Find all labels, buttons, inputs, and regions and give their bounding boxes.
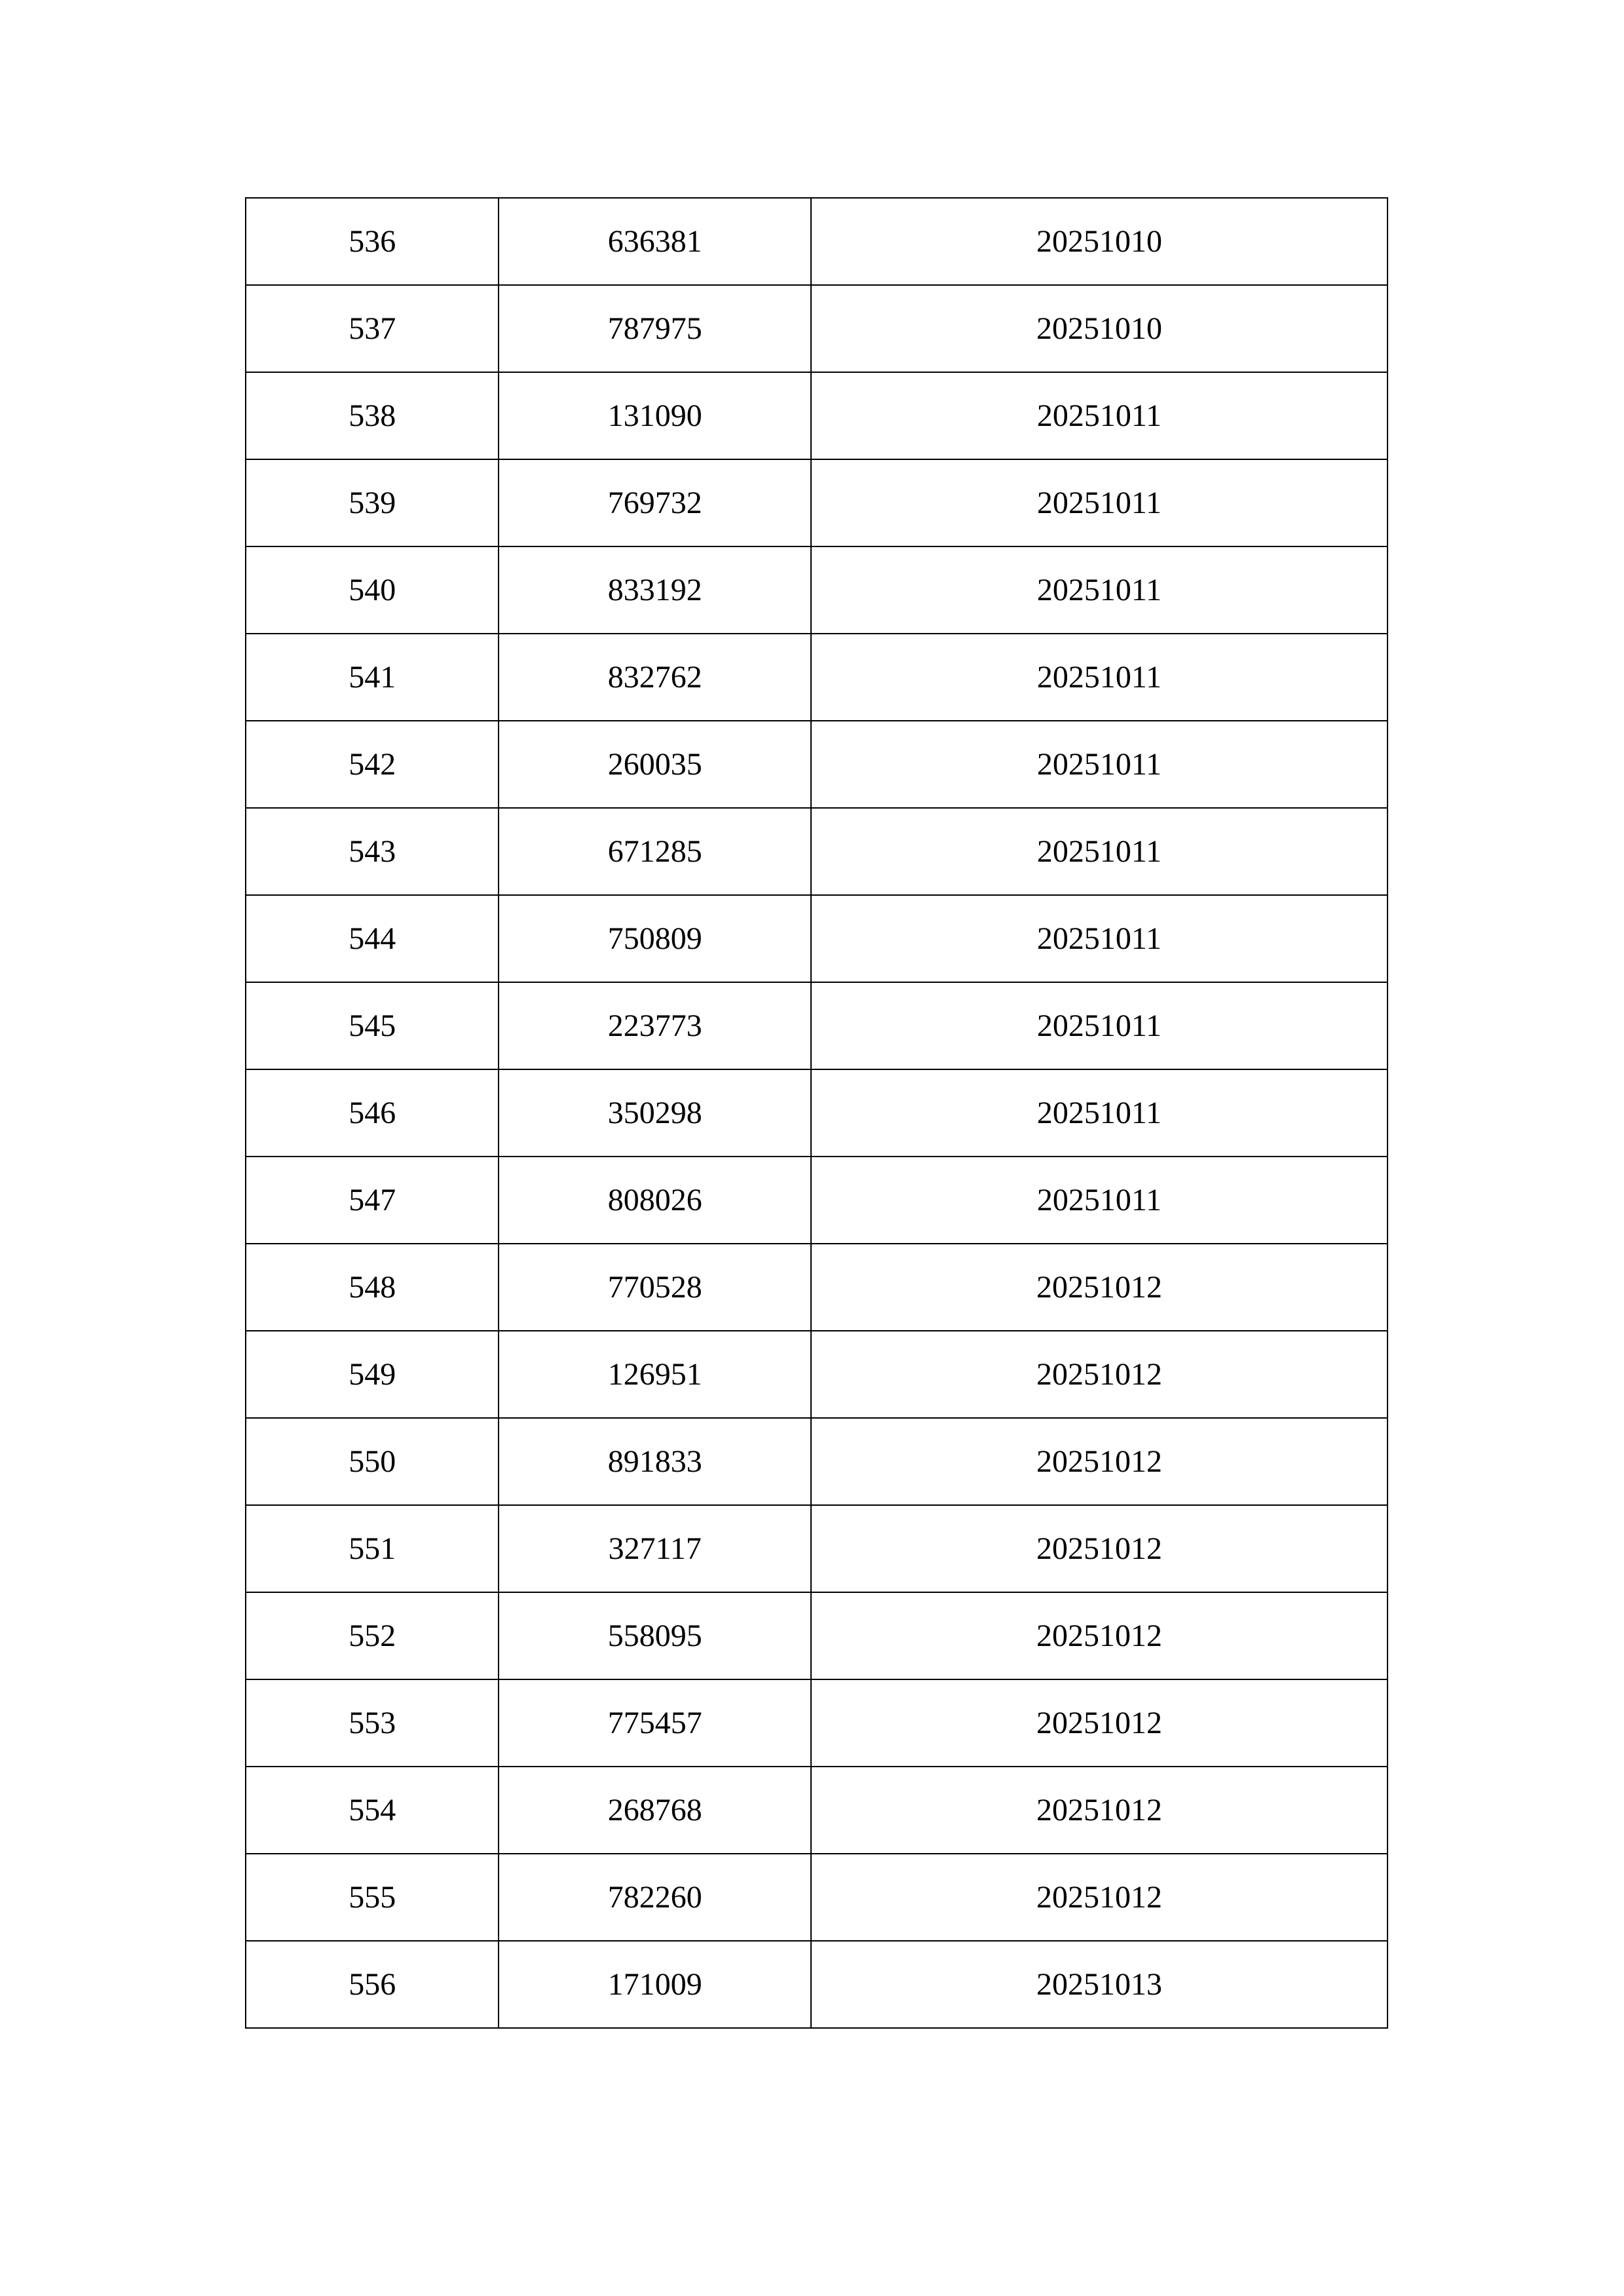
code-cell: 808026	[499, 1157, 811, 1244]
table-row	[246, 1244, 1388, 1331]
date-cell: 20251012	[811, 1331, 1388, 1418]
date-cell: 20251011	[811, 721, 1388, 808]
table-row	[246, 1331, 1388, 1418]
code-cell: 671285	[499, 808, 811, 895]
date-cell: 20251011	[811, 1157, 1388, 1244]
table-body	[246, 198, 1388, 2028]
date-cell: 20251011	[811, 1069, 1388, 1157]
row-number-cell: 537	[246, 285, 499, 372]
table-row	[246, 1157, 1388, 1244]
row-number-cell: 541	[246, 634, 499, 721]
code-cell: 268768	[499, 1767, 811, 1854]
code-cell: 832762	[499, 634, 811, 721]
row-number-cell: 552	[246, 1592, 499, 1679]
table-row	[246, 895, 1388, 982]
row-number-cell: 539	[246, 459, 499, 546]
row-number-cell: 543	[246, 808, 499, 895]
row-number-cell: 536	[246, 198, 499, 285]
row-number-cell: 555	[246, 1854, 499, 1941]
table-row	[246, 1418, 1388, 1505]
date-cell: 20251011	[811, 808, 1388, 895]
code-cell: 126951	[499, 1331, 811, 1418]
table-row	[246, 459, 1388, 546]
row-number-cell: 545	[246, 982, 499, 1069]
code-cell: 171009	[499, 1941, 811, 2028]
date-cell: 20251012	[811, 1767, 1388, 1854]
code-cell: 750809	[499, 895, 811, 982]
code-cell: 636381	[499, 198, 811, 285]
date-cell: 20251010	[811, 198, 1388, 285]
code-cell: 558095	[499, 1592, 811, 1679]
row-number-cell: 551	[246, 1505, 499, 1592]
row-number-cell: 548	[246, 1244, 499, 1331]
code-cell: 131090	[499, 372, 811, 459]
table-row	[246, 721, 1388, 808]
code-cell: 223773	[499, 982, 811, 1069]
code-cell: 260035	[499, 721, 811, 808]
code-cell: 350298	[499, 1069, 811, 1157]
row-number-cell: 550	[246, 1418, 499, 1505]
row-number-cell: 540	[246, 546, 499, 634]
table-row	[246, 1854, 1388, 1941]
date-cell: 20251012	[811, 1244, 1388, 1331]
code-cell: 769732	[499, 459, 811, 546]
table-row	[246, 982, 1388, 1069]
row-number-cell: 538	[246, 372, 499, 459]
row-number-cell: 556	[246, 1941, 499, 2028]
row-number-cell: 554	[246, 1767, 499, 1854]
date-cell: 20251011	[811, 982, 1388, 1069]
date-cell: 20251012	[811, 1505, 1388, 1592]
table-row	[246, 1679, 1388, 1767]
date-cell: 20251010	[811, 285, 1388, 372]
table-row	[246, 285, 1388, 372]
data-table	[245, 197, 1388, 2029]
table-row	[246, 808, 1388, 895]
table-row	[246, 1069, 1388, 1157]
code-cell: 833192	[499, 546, 811, 634]
table-row	[246, 546, 1388, 634]
table-row	[246, 1767, 1388, 1854]
table-row	[246, 1941, 1388, 2028]
date-cell: 20251011	[811, 372, 1388, 459]
code-cell: 782260	[499, 1854, 811, 1941]
code-cell: 770528	[499, 1244, 811, 1331]
row-number-cell: 542	[246, 721, 499, 808]
date-cell: 20251011	[811, 895, 1388, 982]
code-cell: 775457	[499, 1679, 811, 1767]
date-cell: 20251012	[811, 1592, 1388, 1679]
date-cell: 20251013	[811, 1941, 1388, 2028]
code-cell: 891833	[499, 1418, 811, 1505]
code-cell: 327117	[499, 1505, 811, 1592]
row-number-cell: 546	[246, 1069, 499, 1157]
date-cell: 20251012	[811, 1854, 1388, 1941]
code-cell: 787975	[499, 285, 811, 372]
date-cell: 20251011	[811, 459, 1388, 546]
row-number-cell: 544	[246, 895, 499, 982]
date-cell: 20251012	[811, 1679, 1388, 1767]
table-row	[246, 1592, 1388, 1679]
row-number-cell: 547	[246, 1157, 499, 1244]
table-row	[246, 198, 1388, 285]
table-row	[246, 1505, 1388, 1592]
table-row	[246, 634, 1388, 721]
table-row	[246, 372, 1388, 459]
row-number-cell: 549	[246, 1331, 499, 1418]
row-number-cell: 553	[246, 1679, 499, 1767]
date-cell: 20251012	[811, 1418, 1388, 1505]
date-cell: 20251011	[811, 546, 1388, 634]
date-cell: 20251011	[811, 634, 1388, 721]
